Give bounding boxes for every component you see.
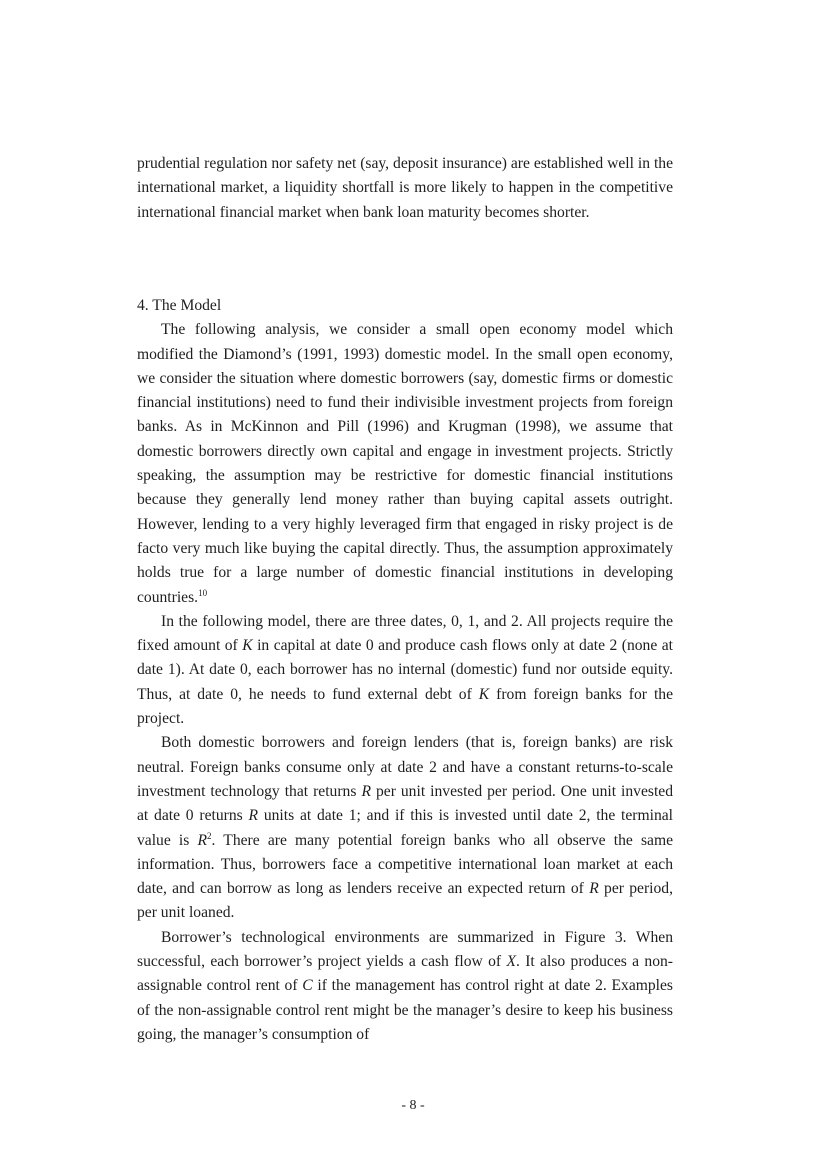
- variable-r: R: [589, 880, 599, 898]
- exponent: 2: [207, 830, 212, 841]
- paragraph-3-text: per period, per unit loaned.: [137, 880, 673, 922]
- paragraph-3-text: Both domestic borrowers and foreign lenders (that is, foreign banks) are risk neutral. Foreign banks consume only at date 2 and have a constant returns-to-scale investment technology that returns: [137, 734, 673, 800]
- variable-c: C: [302, 977, 313, 995]
- paragraph-4-text: Borrower’s technological environments are summarized in Figure 3. When successful, each borrower’s project yields a cash flow of: [137, 928, 673, 971]
- footnote-marker: 10: [198, 587, 208, 598]
- paragraph-3-text: . There are many potential foreign banks who all observe the same information. Thus, borrowers face a competitive international loan market at each date, and can borrow as long as lenders receive an expected return of: [137, 831, 673, 898]
- paragraph-4: [137, 926, 673, 1047]
- variable-r: R: [361, 782, 371, 800]
- section-heading: 4. The Model: [137, 297, 222, 314]
- paragraph-2-text: In the following model, there are three dates, 0, 1, and 2. All projects require the fixed amount of: [137, 612, 673, 655]
- continued-paragraph: [137, 152, 673, 225]
- paragraph-3-text: per unit invested per period. One unit invested at date 0 returns: [137, 782, 673, 825]
- section-the-model: [137, 294, 673, 1047]
- paragraph-2-text: in capital at date 0 and produce cash flows only at date 2 (none at date 1). At date 0, each borrower has no internal (domestic) fund nor outside equity. Thus, at date 0, he needs to fund external debt of: [137, 637, 673, 703]
- variable-k: K: [242, 637, 253, 655]
- paragraph-3: [137, 731, 673, 925]
- paragraph-4-text: if the management has control right at date 2. Examples of the non-assignable control rent might be the manager’s desire to keep his business going, the manager’s consumption of: [137, 977, 673, 1043]
- page-number: - 8 -: [401, 1098, 425, 1113]
- paragraph-1-text: The following analysis, we consider a small open economy model which modified the Diamond’s (1991, 1993) domestic model. In the small open economy, we consider the situation where domestic borrowers (say, domestic firms or domestic financial institutions) need to fund their indivisible investment projects from foreign banks. As in McKinnon and Pill (1996) and Krugman (1998), we assume that domestic borrowers directly own capital and engage in investment projects. Strictly speaking, the assumption may be restrictive for domestic financial institutions because they generally lend money rather than buying capital assets outright. However, lending to a very highly leveraged firm that engaged in risky project is de facto very much like buying the capital directly. Thus, the assumption approximately holds true for a large number of domestic financial institutions in developing countries.: [137, 321, 673, 606]
- paragraph-3-text: units at date 1; and if this is invested until date 2, the terminal value is: [137, 807, 674, 849]
- variable-k: K: [478, 685, 490, 703]
- paragraph-2: [137, 610, 673, 731]
- intro-paragraph: prudential regulation nor safety net (say, deposit insurance) are established well in the international market, a liquidity shortfall is more likely to happen in the competitive international financial market when bank loan maturity becomes shorter.: [137, 155, 673, 221]
- paragraph-1: [137, 318, 673, 610]
- variable-r: R: [248, 807, 259, 825]
- paragraph-4-text: . It also produces a non-assignable control rent of: [137, 953, 673, 995]
- variable-x: X: [506, 953, 516, 971]
- paragraph-2-text: from foreign banks for the project.: [137, 685, 673, 728]
- variable-r: R: [197, 831, 208, 849]
